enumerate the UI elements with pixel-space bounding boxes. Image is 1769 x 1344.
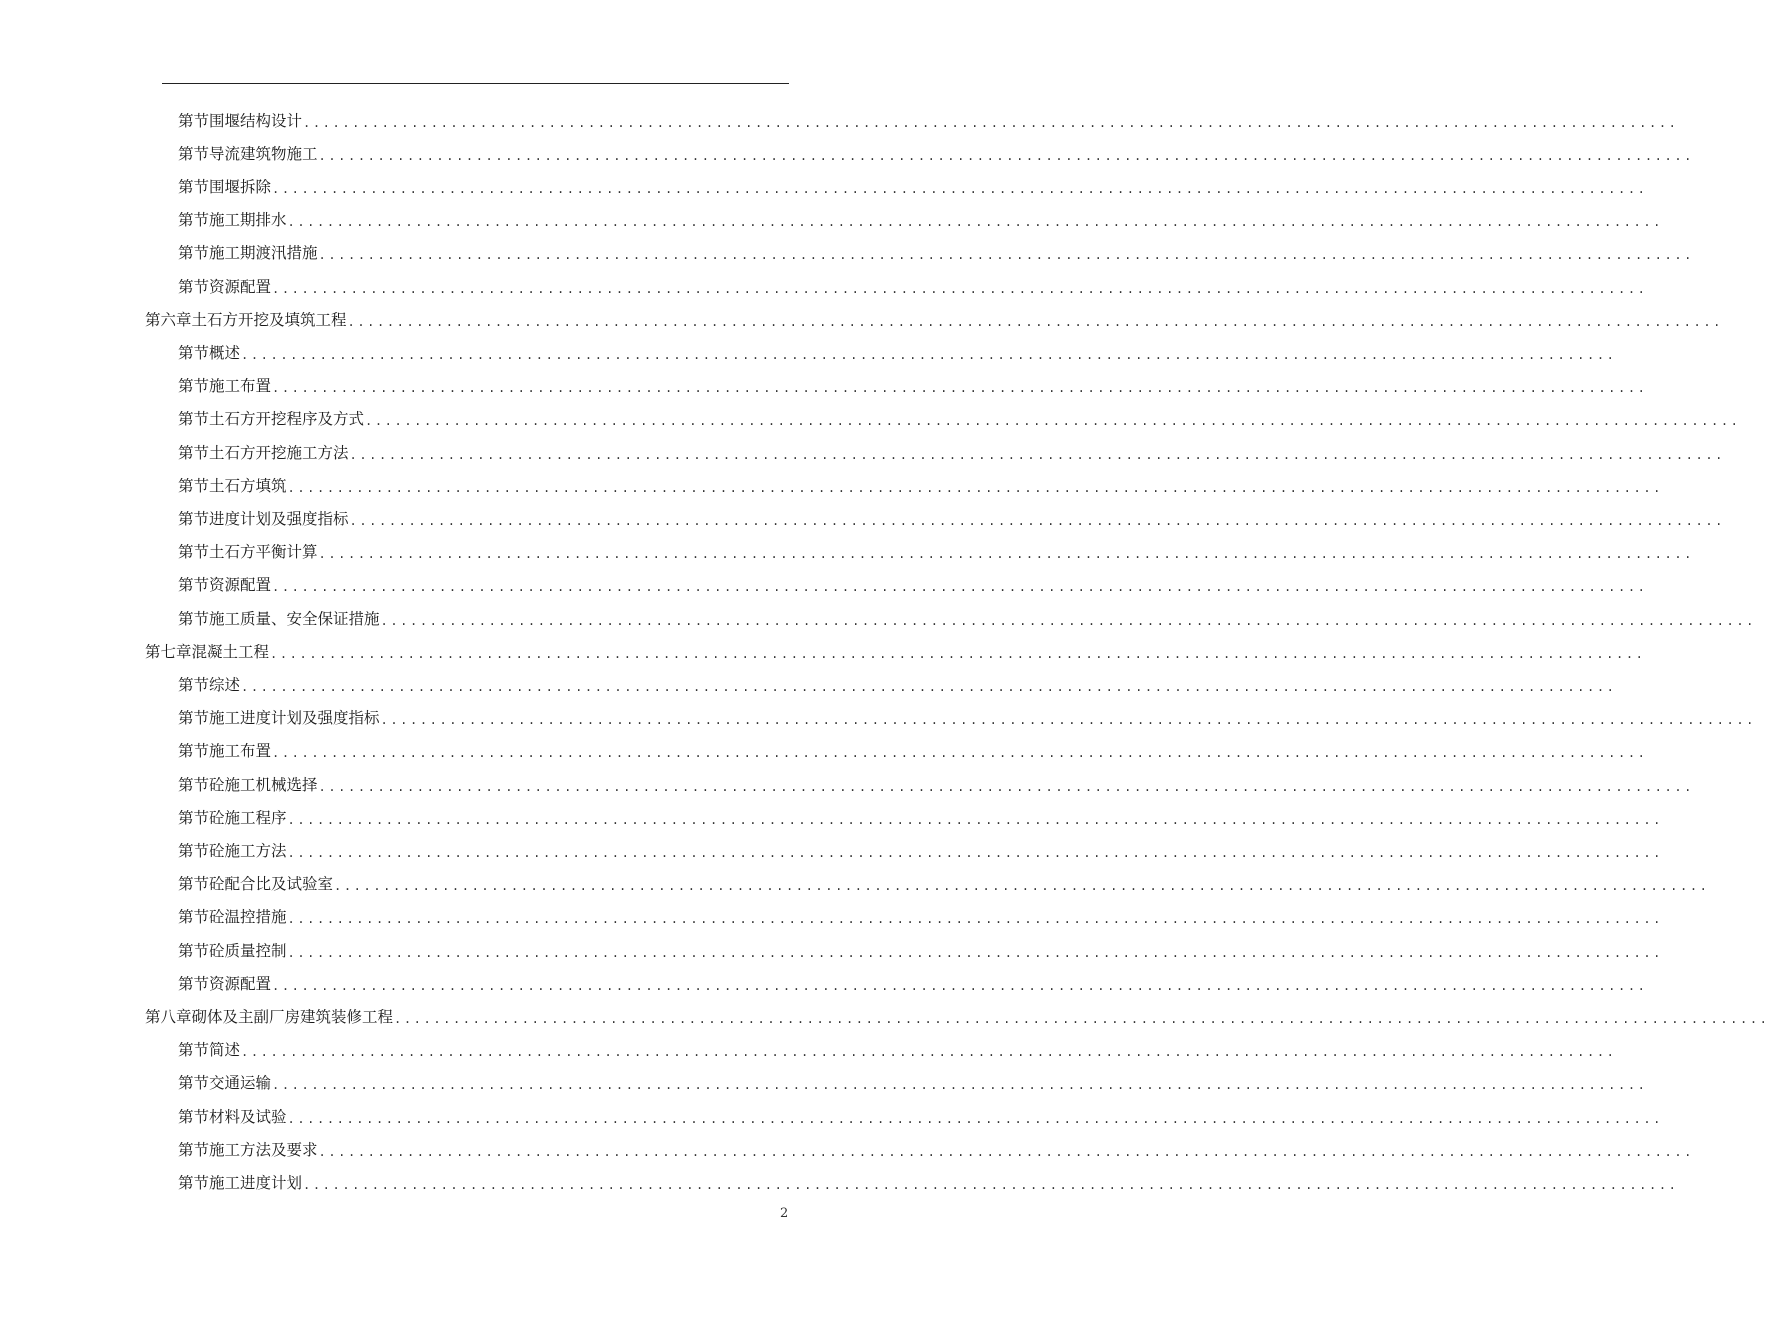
toc-entry-title: 砼配合比及试验室 <box>209 875 334 894</box>
toc-entry-number: 第节 <box>178 1140 210 1159</box>
toc-section-entry[interactable] <box>178 1132 1694 1165</box>
toc-section-entry[interactable] <box>178 269 1648 302</box>
toc-entry-number: 第节 <box>178 742 210 761</box>
toc-entry-number: 第节 <box>178 211 210 230</box>
toc-entry-number: 第节 <box>178 177 210 196</box>
dot-leader: ............................................................................................................................................ <box>287 215 1663 230</box>
toc-entry-title: 围堰结构设计 <box>209 111 303 130</box>
toc-section-entry[interactable] <box>178 933 1663 966</box>
toc-entry-number: 第节 <box>178 377 210 396</box>
dot-leader: ............................................................................................................................................ <box>287 812 1663 827</box>
toc-entry-title: 施工期渡汛措施 <box>209 244 318 263</box>
toc-entry-title: 混凝土工程 <box>191 642 270 661</box>
toc-entry-number: 第节 <box>178 941 210 960</box>
toc-entry-number: 第节 <box>178 543 210 562</box>
dot-leader: ............................................................................................................................................ <box>287 480 1663 495</box>
toc-section-entry[interactable] <box>178 734 1648 767</box>
toc-section-entry[interactable] <box>178 800 1663 833</box>
toc-entry-number: 第节 <box>178 443 210 462</box>
toc-entry-title: 进度计划及强度指标 <box>209 509 349 528</box>
toc-entry-title: 施工期排水 <box>209 211 287 230</box>
dot-leader: ............................................................................................................................................ <box>303 115 1679 130</box>
toc-entry-title: 土石方填筑 <box>209 476 287 495</box>
toc-section-entry[interactable] <box>178 535 1694 568</box>
toc-section-entry[interactable] <box>178 169 1648 202</box>
dot-leader: ............................................................................................................................................ <box>270 646 1646 661</box>
toc-entry-title: 概述 <box>209 343 241 362</box>
toc-chapter-entry[interactable] <box>145 999 1769 1032</box>
toc-entry-number: 第节 <box>178 1173 210 1192</box>
dot-leader: ............................................................................................................................................ <box>287 845 1663 860</box>
toc-entry-title: 土石方开挖程序及方式 <box>209 410 365 429</box>
toc-entry-title: 砌体及主副厂房建筑装修工程 <box>191 1007 394 1026</box>
dot-leader: ............................................................................................................................................ <box>241 1045 1617 1060</box>
toc-section-entry[interactable] <box>178 966 1648 999</box>
toc-entry-title: 施工进度计划 <box>209 1173 303 1192</box>
toc-section-entry[interactable] <box>178 369 1648 402</box>
toc-entry-number: 第节 <box>178 509 210 528</box>
dot-leader: ............................................................................................................................................ <box>272 381 1648 396</box>
dot-leader: ............................................................................................................................................ <box>303 1177 1679 1192</box>
toc-entry-number: 第节 <box>178 775 210 794</box>
toc-section-entry[interactable] <box>178 501 1725 534</box>
dot-leader: ............................................................................................................................................ <box>318 779 1694 794</box>
toc-entry-title: 围堰拆除 <box>209 177 272 196</box>
toc-entry-title: 土石方平衡计算 <box>209 543 318 562</box>
toc-entry-title: 资源配置 <box>209 277 272 296</box>
dot-leader: ............................................................................................................................................ <box>272 580 1648 595</box>
dot-leader: ............................................................................................................................................ <box>347 314 1723 329</box>
toc-entry-title: 砼质量控制 <box>209 941 287 960</box>
dot-leader: ............................................................................................................................................ <box>334 879 1710 894</box>
dot-leader: ............................................................................................................................................ <box>365 414 1741 429</box>
toc-section-entry[interactable] <box>178 1066 1648 1099</box>
toc-section-entry[interactable] <box>178 1099 1663 1132</box>
dot-leader: ............................................................................................................................................ <box>272 181 1648 196</box>
toc-entry-number: 第节 <box>178 410 210 429</box>
toc-section-entry[interactable] <box>178 833 1663 866</box>
toc-entry-number: 第节 <box>178 1074 210 1093</box>
toc-entry-title: 砼温控措施 <box>209 908 287 927</box>
toc-entry-title: 砼施工机械选择 <box>209 775 318 794</box>
toc-section-entry[interactable] <box>178 701 1756 734</box>
dot-leader: ............................................................................................................................................ <box>318 248 1694 263</box>
toc-entry-title: 导流建筑物施工 <box>209 144 318 163</box>
toc-section-entry[interactable] <box>178 667 1617 700</box>
dot-leader: ............................................................................................................................................ <box>380 613 1756 628</box>
dot-leader: ............................................................................................................................................ <box>380 713 1756 728</box>
toc-entry-number: 第节 <box>178 875 210 894</box>
toc-entry-number: 第节 <box>178 244 210 263</box>
toc-entry-number: 第六章 <box>145 310 192 329</box>
toc-entry-number: 第节 <box>178 841 210 860</box>
toc-chapter-entry[interactable] <box>145 634 1646 667</box>
dot-leader: ............................................................................................................................................ <box>349 513 1725 528</box>
toc-entry-title: 砼施工程序 <box>209 808 287 827</box>
dot-leader: ............................................................................................................................................ <box>272 746 1648 761</box>
toc-entry-number: 第节 <box>178 277 210 296</box>
toc-entry-title: 土石方开挖及填筑工程 <box>191 310 347 329</box>
toc-entry-number: 第节 <box>178 1041 210 1060</box>
toc-entry-number: 第节 <box>178 144 210 163</box>
toc-section-entry[interactable] <box>178 900 1663 933</box>
toc-entry-number: 第节 <box>178 908 210 927</box>
toc-entry-number: 第节 <box>178 709 210 728</box>
toc-entry-title: 施工质量、安全保证措施 <box>209 609 380 628</box>
toc-entry-title: 施工进度计划及强度指标 <box>209 709 380 728</box>
toc-section-entry[interactable] <box>178 568 1648 601</box>
toc-entry-title: 综述 <box>209 675 241 694</box>
header-rule <box>162 83 789 84</box>
toc-entry-title: 资源配置 <box>209 576 272 595</box>
toc-section-entry[interactable] <box>178 136 1694 169</box>
dot-leader: ............................................................................................................................................ <box>272 281 1648 296</box>
toc-entry-title: 施工布置 <box>209 377 272 396</box>
toc-entry-number: 第节 <box>178 111 210 130</box>
page-number: 2 <box>780 1206 789 1221</box>
toc-section-entry[interactable] <box>178 402 1741 435</box>
toc-section-entry[interactable] <box>178 601 1756 634</box>
toc-entry-title: 材料及试验 <box>209 1107 287 1126</box>
toc-chapter-entry[interactable] <box>145 302 1723 335</box>
dot-leader: ............................................................................................................................................ <box>318 1144 1694 1159</box>
toc-entry-number: 第节 <box>178 476 210 495</box>
toc-section-entry[interactable] <box>178 1165 1679 1198</box>
dot-leader: ............................................................................................................................................ <box>241 679 1617 694</box>
toc-entry-number: 第七章 <box>145 642 192 661</box>
toc-section-entry[interactable] <box>178 435 1725 468</box>
dot-leader: ............................................................................................................................................ <box>272 1078 1648 1093</box>
toc-section-entry[interactable] <box>178 468 1663 501</box>
toc-section-entry[interactable] <box>178 236 1694 269</box>
toc-section-entry[interactable] <box>178 103 1679 136</box>
toc-entry-number: 第节 <box>178 675 210 694</box>
dot-leader: ............................................................................................................................................ <box>287 912 1663 927</box>
toc-entry-title: 施工方法及要求 <box>209 1140 318 1159</box>
toc-entry-number: 第节 <box>178 974 210 993</box>
toc-section-entry[interactable] <box>178 335 1617 368</box>
toc-entry-number: 第节 <box>178 1107 210 1126</box>
dot-leader: ............................................................................................................................................ <box>287 1111 1663 1126</box>
dot-leader: ............................................................................................................................................ <box>318 148 1694 163</box>
dot-leader: ............................................................................................................................................ <box>394 1011 1769 1026</box>
toc-section-entry[interactable] <box>178 767 1694 800</box>
toc-entry-number: 第节 <box>178 576 210 595</box>
toc-entry-number: 第节 <box>178 808 210 827</box>
toc-entry-number: 第八章 <box>145 1007 192 1026</box>
toc-entry-title: 施工布置 <box>209 742 272 761</box>
toc-section-entry[interactable] <box>178 203 1663 236</box>
toc-section-entry[interactable] <box>178 867 1710 900</box>
dot-leader: ............................................................................................................................................ <box>349 447 1725 462</box>
toc-section-entry[interactable] <box>178 1033 1617 1066</box>
dot-leader: ............................................................................................................................................ <box>318 547 1694 562</box>
toc-entry-title: 土石方开挖施工方法 <box>209 443 349 462</box>
toc-entry-title: 简述 <box>209 1041 241 1060</box>
dot-leader: ............................................................................................................................................ <box>241 347 1617 362</box>
toc-entry-title: 交通运输 <box>209 1074 272 1093</box>
dot-leader: ............................................................................................................................................ <box>272 978 1648 993</box>
toc-entry-number: 第节 <box>178 343 210 362</box>
dot-leader: ............................................................................................................................................ <box>287 945 1663 960</box>
toc-entry-number: 第节 <box>178 609 210 628</box>
toc-entry-title: 资源配置 <box>209 974 272 993</box>
toc-entry-title: 砼施工方法 <box>209 841 287 860</box>
